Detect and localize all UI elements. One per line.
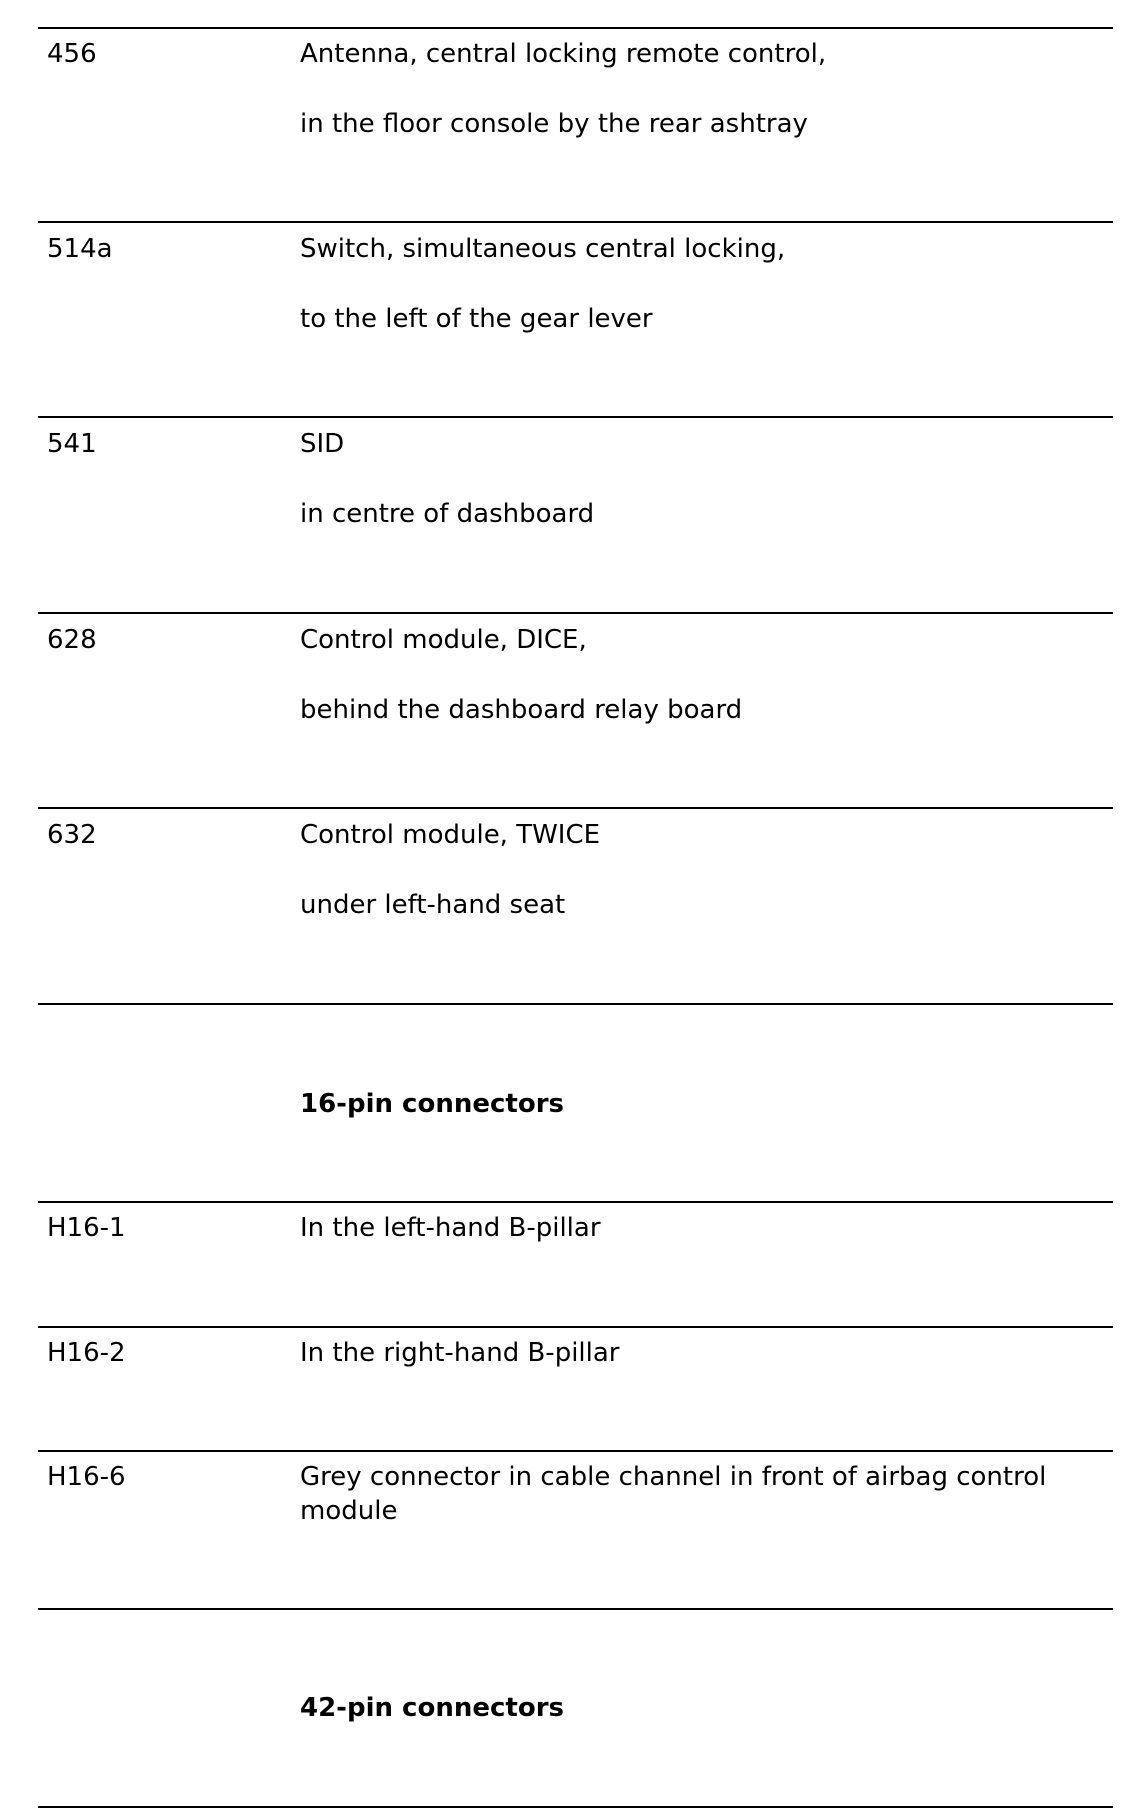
component-code: 456 — [47, 39, 97, 69]
table-rule — [38, 1326, 1113, 1328]
table-rule — [38, 1003, 1113, 1005]
component-code: 514a — [47, 234, 113, 264]
table-rule — [38, 1450, 1113, 1452]
component-description: Antenna, central locking remote control, — [300, 39, 827, 69]
component-description: Control module, DICE, — [300, 625, 587, 655]
section-heading-16-pin: 16-pin connectors — [300, 1089, 564, 1119]
component-location: in the floor console by the rear ashtray — [300, 109, 808, 139]
component-description: SID — [300, 429, 345, 459]
table-rule — [38, 27, 1113, 29]
table-rule — [38, 221, 1113, 223]
component-code: 541 — [47, 429, 97, 459]
component-code: 628 — [47, 625, 97, 655]
component-location: to the left of the gear lever — [300, 304, 653, 334]
component-location: behind the dashboard relay board — [300, 695, 743, 725]
table-rule — [38, 612, 1113, 614]
table-rule — [38, 416, 1113, 418]
component-description: Control module, TWICE — [300, 820, 601, 850]
table-rule — [38, 1608, 1113, 1610]
connector-code: H16-2 — [47, 1338, 126, 1368]
connector-code: H16-6 — [47, 1462, 126, 1492]
connector-location: In the left-hand B-pillar — [300, 1213, 601, 1243]
connector-code: H16-1 — [47, 1213, 126, 1243]
table-rule — [38, 807, 1113, 809]
component-description: Switch, simultaneous central locking, — [300, 234, 786, 264]
table-rule — [38, 1201, 1113, 1203]
table-rule — [38, 1806, 1113, 1808]
component-code: 632 — [47, 820, 97, 850]
connector-location: Grey connector in cable channel in front of airbag control module — [300, 1462, 1047, 1526]
section-heading-42-pin: 42-pin connectors — [300, 1693, 564, 1723]
component-location: under left-hand seat — [300, 890, 566, 920]
connector-location: In the right-hand B-pillar — [300, 1338, 620, 1368]
component-location: in centre of dashboard — [300, 499, 595, 529]
